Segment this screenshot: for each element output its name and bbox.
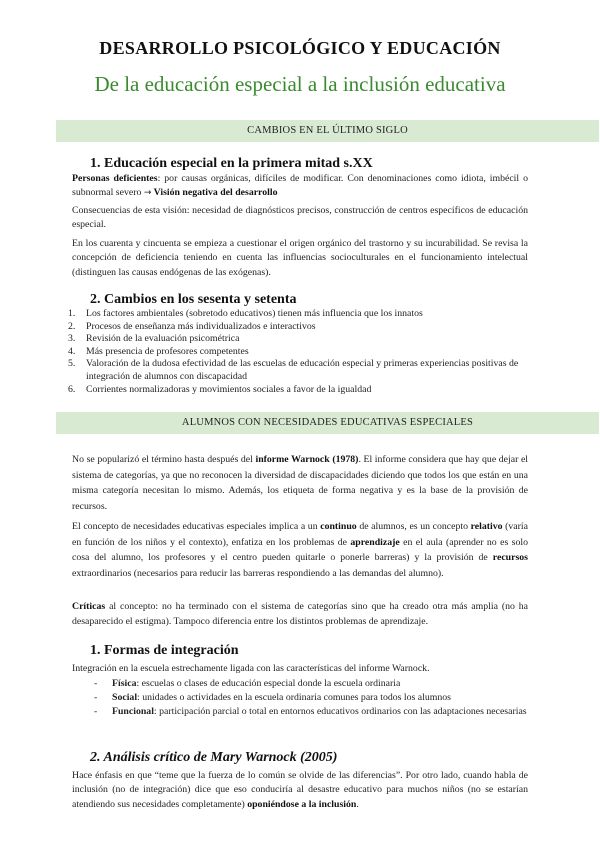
list-cambios	[68, 308, 532, 396]
section-band-cambios: CAMBIOS EN EL ÚLTIMO SIGLO	[56, 120, 599, 142]
document-subtitle: De la educación especial a la inclusión educativa	[94, 72, 506, 96]
heading-analisis-warnock: 2. Análisis crítico de Mary Warnock (2005)	[90, 750, 338, 765]
paragraph-analisis-warnock: Hace énfasis en que “teme que la fuerza de lo común se olvide de las diferencias”. Por otro lado, cuando habla de inclusión (no de integración) dice que eso conduciría al desastre educativo para muchos niños (no se estarían atendiendo sus necesidades completamente) oponiéndose a la inclusión.	[72, 770, 528, 810]
heading-formas-integracion: 1. Formas de integración	[90, 643, 239, 658]
list-item: 2. Procesos de enseñanza más individualizados e interactivos	[68, 320, 316, 332]
heading-educacion-especial: 1. Educación especial en la primera mitad s.XX	[90, 156, 373, 171]
paragraph-integracion: Integración en la escuela estrechamente ligada con las características del informe Warnock.	[72, 663, 430, 674]
heading-cambios-sesenta: 2. Cambios en los sesenta y setenta	[90, 292, 297, 307]
list-item: 4. Más presencia de profesores competentes	[68, 345, 249, 357]
list-item: 1. Los factores ambientales (sobretodo educativos) tienen más influencia que los innatos	[68, 308, 423, 319]
list-item: - Social: unidades o actividades en la escuela ordinaria comunes para todos los alumnos	[94, 692, 451, 704]
list-item: - Funcional: participación parcial o total en entornos educativos ordinarios con las adaptaciones necesarias	[94, 706, 527, 718]
paragraph-personas-deficientes	[72, 172, 528, 201]
term-vision-negativa: Visión negativa del desarrollo	[151, 187, 278, 199]
paragraph-warnock: No se popularizó el término hasta después del informe Warnock (1978). El informe considera que hay que dejar el sistema de categorías, ya que no reconocen la diversidad de discapacidades diciendo que todos los que están en una misma categoría necesitan lo mismo. Además, los etiqueta de forma negativa y es la base de la provisión de recursos.	[72, 454, 529, 512]
list-formas-integracion	[96, 677, 528, 720]
list-item: - Física: escuelas o clases de educación especial donde la escuela ordinaria	[94, 678, 401, 689]
term-personas-deficientes: Personas deficientes	[72, 173, 158, 184]
paragraph-criticas: Críticas al concepto: no ha terminado con el sistema de categorías sino que ha creado otra más amplia (no ha desaparecido el estigma). Tampoco diferencia entre los distintos problemas de aprendizaje.	[72, 601, 528, 628]
list-item: 3. Revisión de la evaluación psicométrica	[68, 333, 240, 345]
term-criticas: Críticas	[72, 601, 106, 612]
term-informe-warnock: informe Warnock (1978)	[255, 454, 359, 465]
term-oponiendose: oponiéndose a la inclusión	[247, 798, 357, 810]
paragraph-consecuencias: Consecuencias de esta visión: necesidad de diagnósticos precisos, construcción de centros específicos de educación especial.	[72, 205, 528, 231]
list-item: 5. Valoración de la dudosa efectividad de las escuelas de educación especial y primeras experiencias positivas de integración de alumnos con discapacidad	[68, 358, 519, 382]
document-title: DESARROLLO PSICOLÓGICO Y EDUCACIÓN	[99, 38, 501, 58]
section-band-alumnos: ALUMNOS CON NECESIDADES EDUCATIVAS ESPECIALES	[56, 412, 599, 434]
text-personas-deficientes: : por causas orgánicas, difíciles de modificar. Con denominaciones como idiota, imbécil o subnormal severo	[72, 173, 528, 199]
paragraph-concepto-nee: El concepto de necesidades educativas especiales implica a un continuo de alumnos, es un concepto relativo (varía en función de los niños y el contexto), enfatiza en los problemas de aprendizaje en el aula (aprender no es solo cosa del alumno, los profesores y el centro pueden quitarle o ponerle barreras) y la provisión de recursos extraordinarios (necesarios para reducir las barreras respondiendo a las demandas del alumno).	[72, 521, 528, 579]
arrow-icon: →	[143, 188, 152, 199]
list-item: 6. Corrientes normalizadoras y movimientos sociales a favor de la igualdad	[68, 383, 372, 395]
paragraph-cuarenta-cincuenta: En los cuarenta y cincuenta se empieza a cuestionar el origen orgánico del trastorno y su incurabilidad. Se revisa la concepción de deficiencia teniendo en cuenta las influencias socioculturales en el funcionamiento intelectual (distinguen las causas endógenas de las exógenas).	[72, 238, 528, 278]
